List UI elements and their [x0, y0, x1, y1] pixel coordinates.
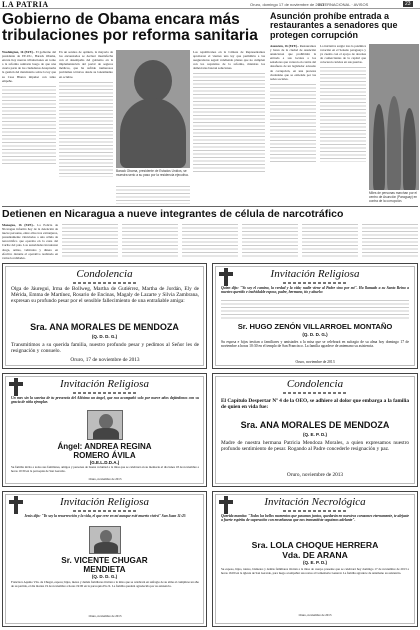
second-story-col1	[2, 223, 58, 259]
notice-title: Invitación Religiosa	[60, 496, 149, 508]
notice-title: Invitación Religiosa	[60, 378, 149, 390]
deceased-name-line2: MENDIETA	[83, 565, 126, 574]
protest-photo	[369, 44, 419, 190]
top-story-text-3: Los republicanos en la Cámara de Representantes aprobaron el viernes una ley que permitiría a las aseguradoras seguir vendiendo planes que no cumplen con los requisitos de la reforma, mientras los demócratas buscan soluciones.	[193, 50, 265, 71]
notice-title: Condolencia	[76, 268, 133, 280]
text-lines	[320, 67, 366, 162]
notice-title: Invitación Religiosa	[270, 268, 360, 280]
notice-body: Madre de nuestra hermana Patricia Mendoza Morales, a quien expresamos nuestro profundo sentimiento de pesar. Rogando al Padre concederle resignación y paz.	[221, 440, 409, 453]
notice-title: Condolencia	[286, 378, 344, 390]
top-story-col2	[59, 50, 113, 204]
notice-place: Oruro, noviembre de 2013	[88, 614, 122, 618]
deceased-sub: (G.E.L.D.D.A.)	[89, 460, 120, 465]
second-story-headline: Detienen en Nicaragua a nueve integrantes de célula de narcotráfico	[2, 208, 344, 220]
deceased-sub: (Q. E. P. D.)	[303, 432, 327, 437]
side-story-dateline: Asunción, 16 (EFE).-	[270, 44, 299, 48]
notice-invitacion-3	[2, 491, 207, 627]
deceased-sub: (Q. D. D. G.)	[91, 574, 118, 579]
side-story-headline: Asunción prohíbe entrada a restaurantes a senadores que protegen corrupción	[270, 11, 398, 40]
deceased-name: Sr. HUGO ZENÓN VILLARROEL MONTAÑO	[237, 322, 393, 331]
obama-photo-caption: Barack Obama, presidente de Estados Unidos, se muestra serio a su paso por la residencia ejecutiva.	[116, 169, 189, 177]
notice-intro: Un mes sin la sonrisa de tu presencia del Altísimo un ángel, que nos acompañó solo por nueve años dejándonos con su gracia de niña ejemplar.	[11, 396, 199, 405]
text-lines	[116, 186, 190, 204]
side-story-col1	[270, 44, 316, 190]
notice-body: Transmitimos a su querida familia, nuestro profundo pesar y pedimos al Señor les de resignación y consuelo.	[11, 342, 199, 355]
notice-intro: Jesús dijo: "Yo soy la resurrección y la vida, el que cree en mí aunque esté muerto vivirá" San Juan 11:25	[24, 514, 186, 518]
section-name: INTERNACIONAL · AVISOS	[318, 2, 369, 7]
page-header	[0, 0, 420, 9]
deceased-name-line1: Sr. VICENTE CHUGAR	[61, 556, 148, 565]
page-number: 23	[405, 1, 411, 7]
notice-body: Su esposa e hijos invitan a familiares y amistades a la misa que se celebrará en sufragio de su alma hoy domingo 17 de noviembre a horas 10:30 en el templo de San Francisco. La familia agradece de antemano su asistencia.	[221, 340, 409, 349]
notice-condolencia-2	[212, 373, 418, 487]
obama-photo	[116, 50, 190, 168]
notice-body: Su esposo, hijos, nietos, bisnietos y demás familiares invitan a la misa de cuerpo presente que se celebrará hoy domingo 17 de noviembre de 2013 a horas 16:00 en la iglesia de San Gerardo, para luego acompañar sus restos al Cementerio General. La familia agradece de antemano su asistencia.	[221, 567, 409, 575]
divider	[2, 206, 418, 207]
deceased-portrait	[89, 526, 121, 554]
ornament	[73, 282, 136, 284]
issue-date: Oruro, domingo 17 de noviembre de 2013	[250, 2, 325, 7]
text-lines	[302, 224, 358, 258]
notice-intro: Querida mamita: "Todos los bellos momentos que pasamos juntos, quedarán en nuestros corazones eternamente, te alejaste a fuerte espíritu de superación con enseñanzas que nos transmitiste seguimos adelante".	[221, 514, 409, 523]
child-portrait	[87, 410, 123, 440]
newspaper-logo: LA PATRIA	[2, 0, 49, 9]
deceased-sub: (Q. E. P. D.)	[303, 560, 327, 565]
deceased-name-line2: Vda. DE ARANA	[282, 550, 348, 560]
notice-place: Oruro, noviembre de 2013	[286, 472, 344, 478]
protest-photo-caption: Miles de personas marchan por el centro de Asunción (Paraguay) en contra de la corrupción.	[369, 191, 418, 203]
deceased-name: Sra. ANA MORALES DE MENDOZA	[240, 420, 390, 430]
deceased-name-line2: ROMERO ÁVILA	[73, 451, 136, 460]
top-story-col3	[193, 50, 265, 204]
notice-intro: El Capítulo Despertar Nº 4 de la OEO, se adhiere al dolor que embarga a la familia de quien en vida fue:	[221, 398, 409, 411]
text-lines	[362, 224, 418, 258]
notice-intro: Quien dijo: "Yo soy el camino, la verdad y la vida; nadie viene al Padre sino por mí". Ha llamado a su Santo Reino a nuestro querido e inolvidable esposo, padre, hermano, tío y abuelo:	[221, 286, 409, 295]
notice-condolencia-1	[2, 263, 207, 369]
notice-place: Oruro, noviembre de 2013	[295, 360, 335, 364]
top-story-text-1: El gobierno del presidente de EE.UU., Barack Obama, encara hoy nuevas tribulaciones en torno a la reforma sanitaria luego de que una cuarta parte de los ciudadanos desaprueba la gestión del mandatario sobre la ley que su Casa Blanca impulsó con tanto empeño.	[2, 50, 56, 83]
top-story-headline: Gobierno de Obama encara más tribulaciones por reforma sanitaria	[2, 11, 258, 45]
notice-intro: Olga de Jáuregui, Irma de Bollweg, Martha de Gutiérrez, Martha de Jordán, Ely de Mérida, Emma de Martínez, Rosario de Encinas, Magaly de Lazarte y Silvia Zambrana, expresan su profundo pesar por el sensible fallecimiento de una entrañable amiga:	[11, 286, 199, 305]
deceased-name-line1: Sra. LOLA CHOQUE HERRERA	[251, 540, 379, 550]
second-story-text: La Policía de Nicaragua informó hoy de la detención de nueve personas, entre ellos tres extranjeros, presuntamente vinculados a una célula de narcotráfico que operaba en la zona del Caribe del país. Las autoridades incautaron droga, armas, vehículos y dinero en efectivo durante el operativo realizado en varias localidades.	[2, 223, 58, 259]
text-lines	[270, 84, 316, 164]
notice-invitacion-2	[2, 373, 207, 487]
notice-necrologica	[212, 491, 418, 627]
ornament	[283, 282, 346, 284]
notice-place: Oruro, noviembre de 2013	[298, 613, 332, 617]
top-story-col1	[2, 50, 56, 204]
text-lines	[2, 86, 56, 166]
text-lines	[59, 82, 113, 177]
text-lines	[221, 300, 409, 320]
notice-invitacion-1	[212, 263, 418, 369]
notice-body: Su familia invita a todos sus familiares, amigos y personas de buena voluntad a la misa que se celebrará en su memoria el día lunes 18 de noviembre a horas 10:30 en la parroquia de San Gerardo.	[11, 465, 199, 473]
text-lines	[122, 224, 178, 258]
text-lines	[242, 224, 298, 258]
deceased-name: Sra. ANA MORALES DE MENDOZA	[30, 322, 179, 332]
deceased-name-line1: Ángel: ANDREA REGINA	[57, 442, 152, 451]
deceased-sub: (Q. D. D. G.)	[302, 332, 328, 337]
ornament	[73, 392, 136, 394]
side-story-text-2: La iniciativa surgió tras la polémica votación en el Senado paraguayo y ya cuenta con el apoyo de decenas de comerciantes de la capital que colocaron carteles en sus puertas.	[320, 44, 366, 65]
second-story-dateline: Managua, 16 (EFE).-	[2, 223, 35, 227]
notice-place: Oruro, noviembre de 2013	[88, 477, 122, 481]
ornament	[73, 510, 136, 512]
ornament	[283, 510, 346, 512]
family-list	[221, 300, 409, 320]
side-story-text-1: Restaurantes y bares de la ciudad de Asunción anunciaron que prohibirán la entrada a sus locales a los senadores que votaron en contra del desafuero de un legislador acusado de corrupción, en una protesta ciudadana que se extiende por las redes sociales.	[270, 44, 316, 81]
top-story-dateline: Washington, 16 (EFE).-	[2, 50, 35, 54]
text-lines	[193, 73, 265, 173]
text-lines	[62, 224, 118, 258]
notice-place: Oruro, 17 de noviembre de 2013	[70, 357, 140, 363]
notice-title: Invitación Necrológica	[264, 496, 366, 508]
side-story-col2	[320, 44, 366, 190]
ornament	[283, 392, 346, 394]
text-lines	[182, 224, 238, 258]
top-story-text-2: En un sondeo de opinión, la mayoría de los encuestados se declaró insatisfecha con el desempeño del gobierno en la implementación del portal de seguros médicos, que ha sufrido numerosos problemas técnicos desde su lanzamiento en octubre.	[59, 50, 113, 79]
notice-body: Francisca Aquino Vda. de Chugar, esposa; hijos, nietos y demás familiares invitan a la misa que se celebrará en sufragio de su alma al cumplirse un año de su partida, el día martes 19 de noviembre a horas 19:00 en la parroquia Pio X. La familia quedará agradecida por su asistencia.	[11, 580, 199, 588]
top-story-col3-tail	[116, 186, 190, 204]
deceased-sub: (Q. D. D. G.)	[91, 334, 118, 339]
